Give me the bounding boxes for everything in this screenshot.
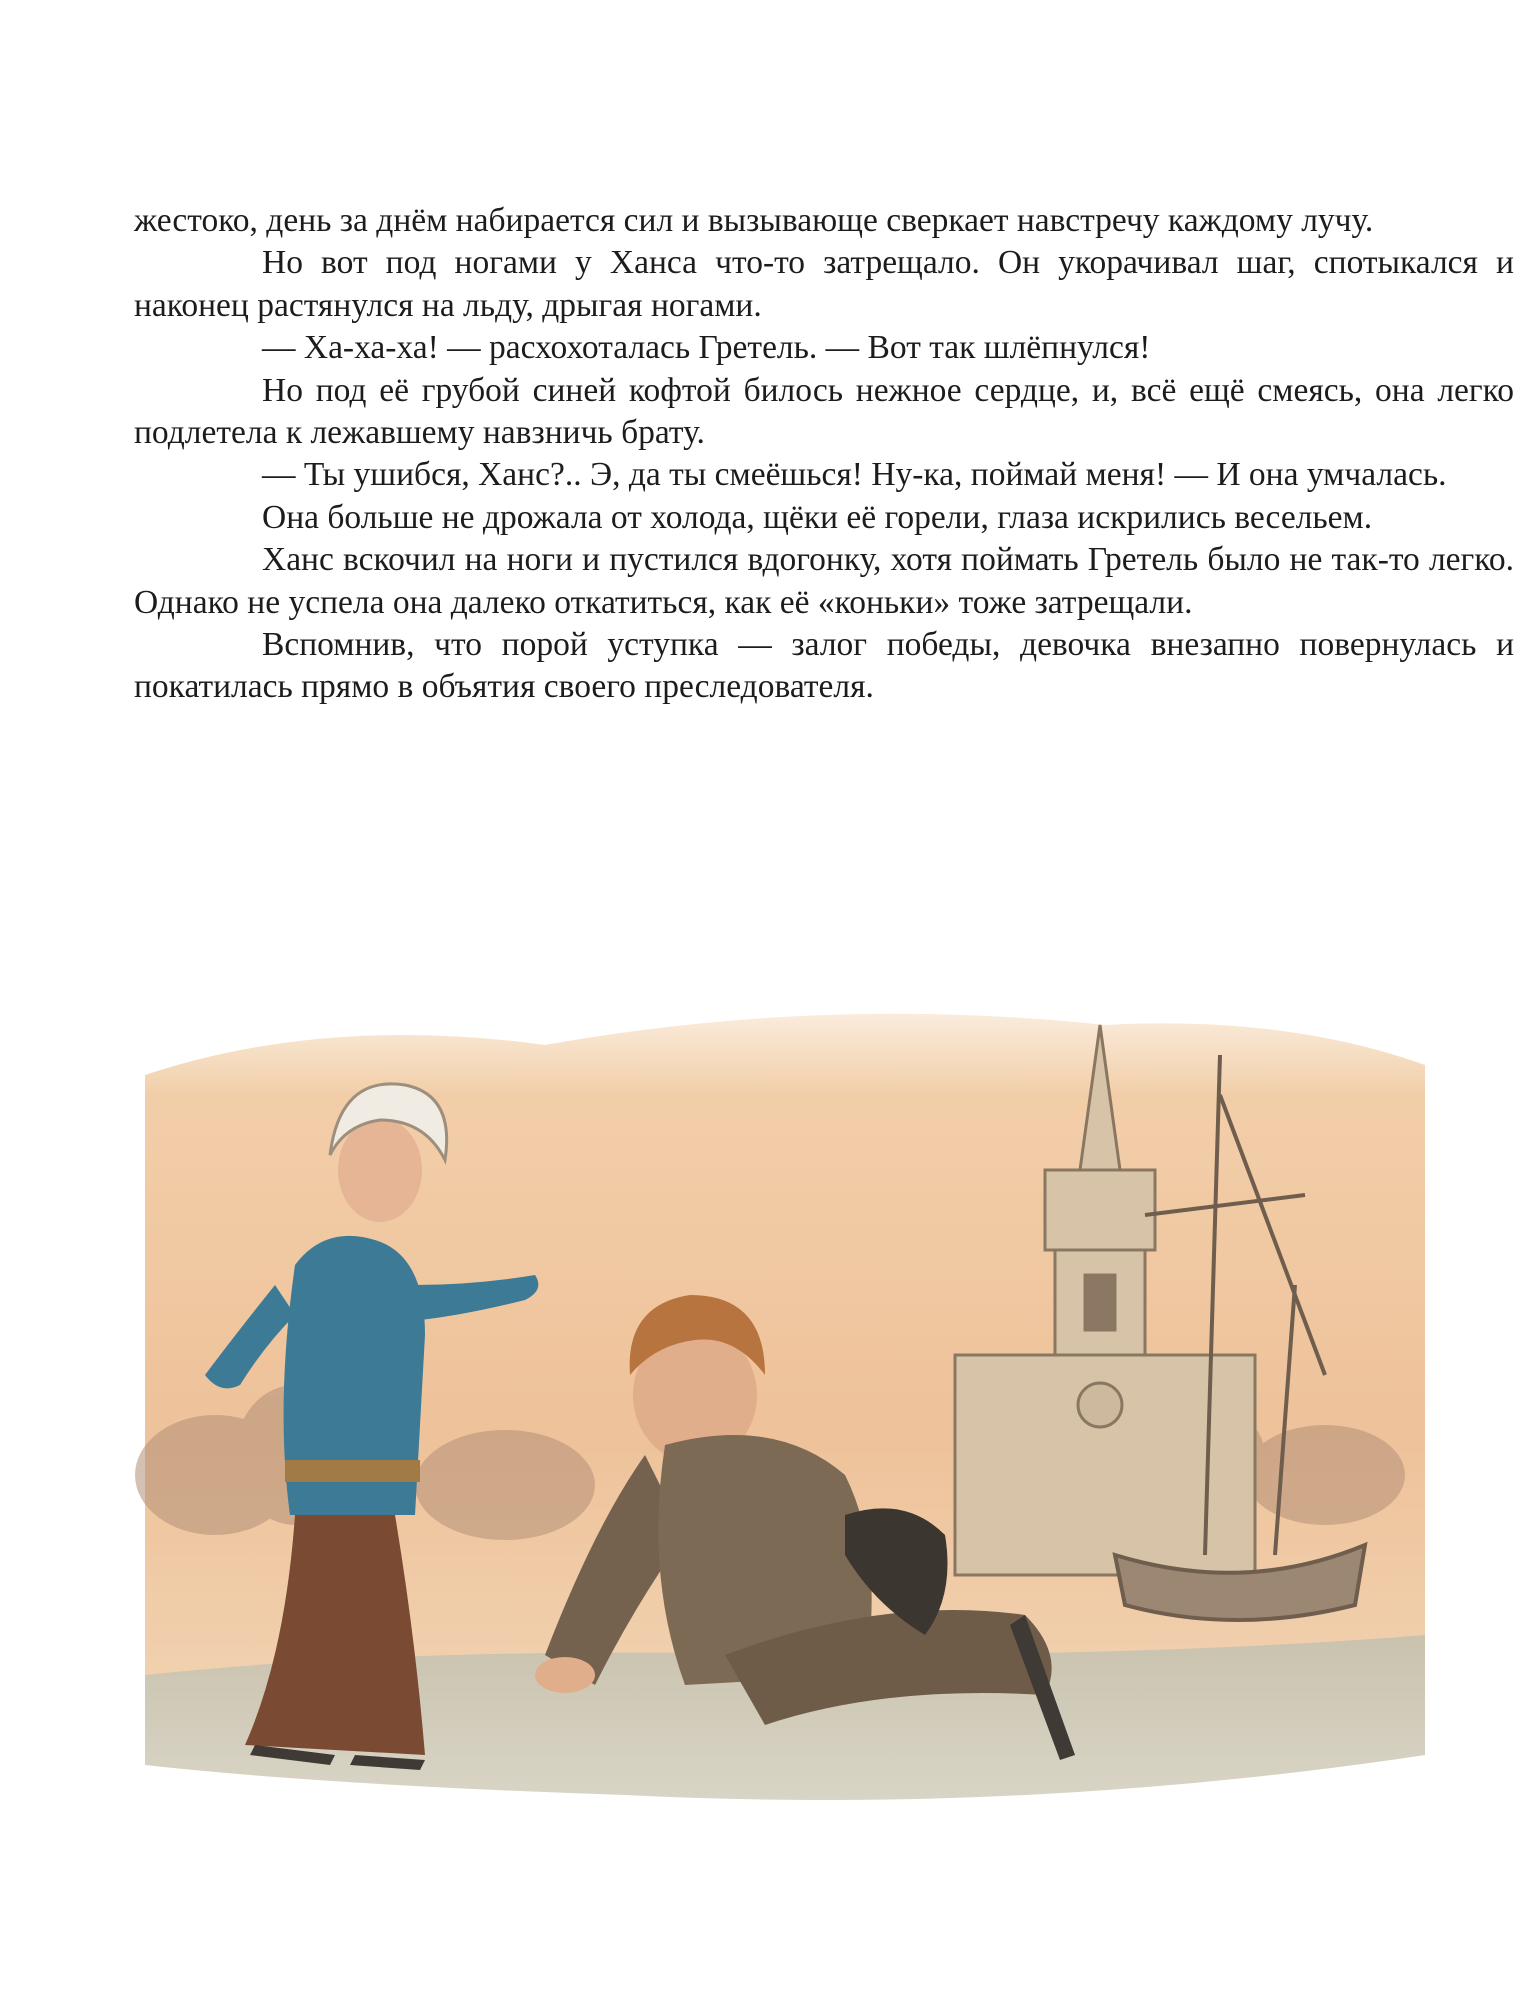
- paragraph: Но вот под ногами у Ханса что-то затрещало. Он укорачивал шаг, спотыкался и наконец растянулся на льду, дрыгая ногами.: [134, 244, 1514, 324]
- paragraph: Она больше не дрожала от холода, щёки её горели, глаза искрились весельем.: [262, 498, 1373, 536]
- paragraph: Но под её грубой синей кофтой билось нежное сердце, и, всё ещё смеясь, она легко подлетела к лежавшему навзничь брату.: [134, 371, 1514, 452]
- story-text: [134, 200, 1514, 709]
- watercolor-illustration: [125, 955, 1445, 1855]
- paragraph: жестоко, день за днём набирается сил и вызывающе сверкает навстречу каждому лучу.: [134, 202, 1374, 239]
- paragraph: — Ха-ха-ха! — расхохоталась Гретель. — Вот так шлёпнулся!: [262, 329, 1151, 367]
- paragraph: — Ты ушибся, Ханс?.. Э, да ты смеёшься! Ну-ка, поймай меня! — И она умчалась.: [262, 456, 1447, 494]
- paragraph: Вспомнив, что порой уступка — залог победы, девочка внезапно повернулась и покатилась прямо в объятия своего преследователя.: [134, 626, 1514, 706]
- paragraph: Ханс вскочил на ноги и пустился вдогонку, хотя поймать Гретель было не так-то легко. Однако не успела она далеко откатиться, как её «коньки» тоже затрещали.: [134, 541, 1514, 621]
